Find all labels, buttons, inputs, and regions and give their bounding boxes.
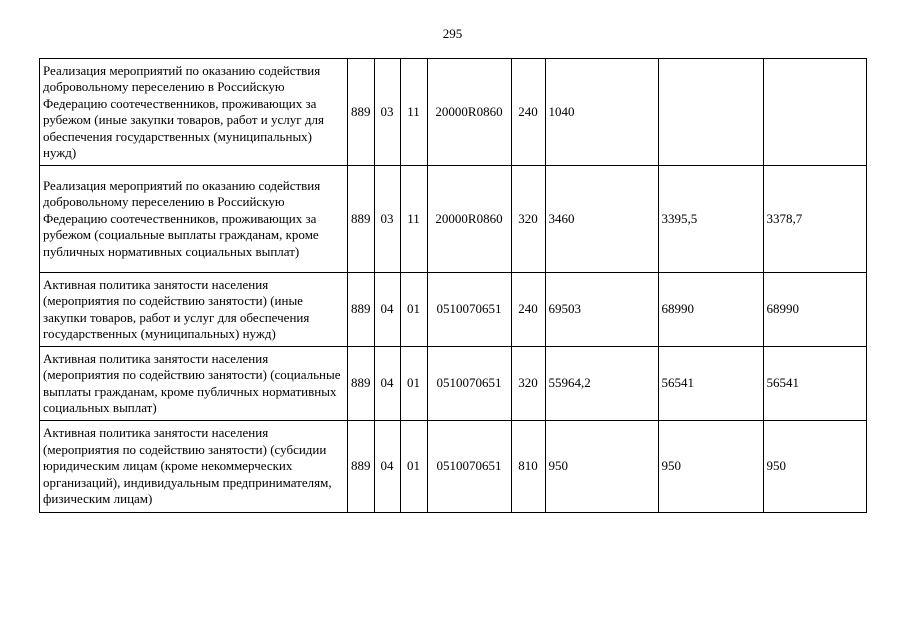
- amount-year-3: 56541: [763, 347, 866, 421]
- subsection-code: 01: [400, 347, 427, 421]
- expense-type-code: 320: [511, 166, 545, 273]
- ministry-code: 889: [348, 421, 375, 513]
- amount-year-2: [658, 59, 763, 166]
- section-code: 04: [374, 347, 400, 421]
- subsection-code: 11: [400, 166, 427, 273]
- target-article-code: 0510070651: [427, 347, 511, 421]
- expense-type-code: 810: [511, 421, 545, 513]
- section-code: 03: [374, 59, 400, 166]
- page-number: 295: [442, 26, 463, 41]
- amount-year-1: 69503: [545, 273, 658, 347]
- ministry-code: 889: [348, 347, 375, 421]
- amount-year-1: 3460: [545, 166, 658, 273]
- expense-type-code: 240: [511, 273, 545, 347]
- section-code: 04: [374, 421, 400, 513]
- subsection-code: 11: [400, 59, 427, 166]
- target-article-code: 20000R0860: [427, 59, 511, 166]
- table-row: [40, 347, 867, 421]
- ministry-code: 889: [348, 59, 375, 166]
- subsection-code: 01: [400, 273, 427, 347]
- row-description: Реализация мероприятий по оказанию содействия добровольному переселению в Российскую Федерацию соотечественников, проживающих за рубежом (иные закупки товаров, работ и услуг для обеспечения государственных (муниципальных) нужд): [40, 59, 348, 166]
- amount-year-2: 56541: [658, 347, 763, 421]
- expense-type-code: 240: [511, 59, 545, 166]
- table-row: [40, 273, 867, 347]
- row-description: Реализация мероприятий по оказанию содействия добровольному переселению в Российскую Федерацию соотечественников, проживающих за рубежом (социальные выплаты гражданам, кроме публичных нормативных социальных выплат): [40, 166, 348, 273]
- amount-year-3: 3378,7: [763, 166, 866, 273]
- subsection-code: 01: [400, 421, 427, 513]
- section-code: 03: [374, 166, 400, 273]
- target-article-code: 0510070651: [427, 421, 511, 513]
- row-description: Активная политика занятости населения (мероприятия по содействию занятости) (субсидии юридическим лицам (кроме некоммерческих организаций), индивидуальным предпринимателям, физическим лицам): [40, 421, 348, 513]
- section-code: 04: [374, 273, 400, 347]
- amount-year-1: 1040: [545, 59, 658, 166]
- amount-year-1: 55964,2: [545, 347, 658, 421]
- expense-type-code: 320: [511, 347, 545, 421]
- amount-year-2: 3395,5: [658, 166, 763, 273]
- ministry-code: 889: [348, 166, 375, 273]
- table-row: [40, 421, 867, 513]
- amount-year-3: 950: [763, 421, 866, 513]
- amount-year-3: 68990: [763, 273, 866, 347]
- amount-year-2: 68990: [658, 273, 763, 347]
- target-article-code: 0510070651: [427, 273, 511, 347]
- row-description: Активная политика занятости населения (мероприятия по содействию занятости) (иные закупки товаров, работ и услуг для обеспечения государственных (муниципальных) нужд): [40, 273, 348, 347]
- table-row: [40, 59, 867, 166]
- budget-table: [39, 58, 867, 513]
- amount-year-1: 950: [545, 421, 658, 513]
- amount-year-2: 950: [658, 421, 763, 513]
- table-row: [40, 166, 867, 273]
- ministry-code: 889: [348, 273, 375, 347]
- target-article-code: 20000R0860: [427, 166, 511, 273]
- amount-year-3: [763, 59, 866, 166]
- row-description: Активная политика занятости населения (мероприятия по содействию занятости) (социальные выплаты гражданам, кроме публичных нормативных социальных выплат): [40, 347, 348, 421]
